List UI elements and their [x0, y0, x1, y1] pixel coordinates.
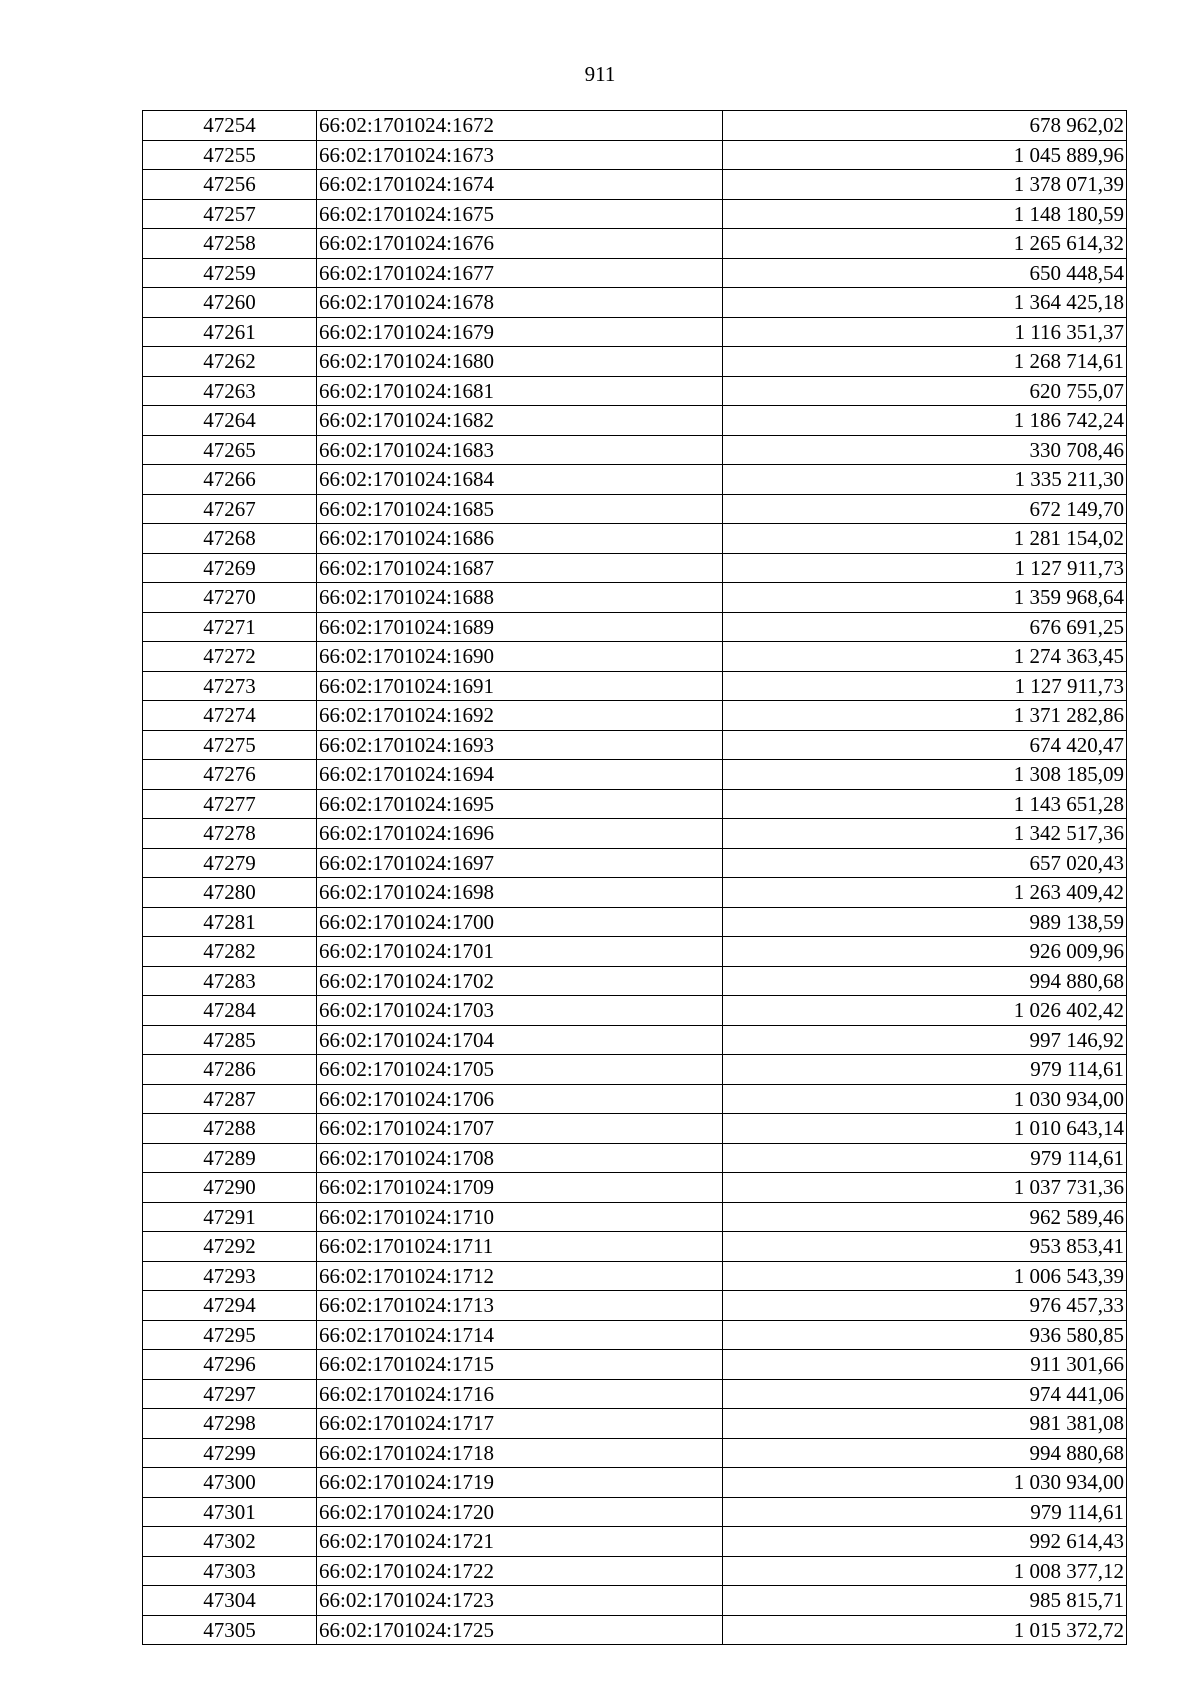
- table-row: [143, 317, 1127, 347]
- cadastral-value-cell: 1 045 889,96: [723, 140, 1127, 170]
- row-number-cell: 47291: [143, 1202, 317, 1232]
- cadastral-number-cell: 66:02:1701024:1721: [317, 1527, 723, 1557]
- cadastral-number-cell: 66:02:1701024:1679: [317, 317, 723, 347]
- row-number-cell: 47287: [143, 1084, 317, 1114]
- cadastral-value-cell: 1 265 614,32: [723, 229, 1127, 259]
- cadastral-value-cell: 911 301,66: [723, 1350, 1127, 1380]
- table-row: [143, 671, 1127, 701]
- row-number-cell: 47262: [143, 347, 317, 377]
- table-row: [143, 1556, 1127, 1586]
- cadastral-number-cell: 66:02:1701024:1713: [317, 1291, 723, 1321]
- table-row: [143, 1261, 1127, 1291]
- cadastral-value-cell: 1 359 968,64: [723, 583, 1127, 613]
- table-row: [143, 730, 1127, 760]
- cadastral-number-cell: 66:02:1701024:1678: [317, 288, 723, 318]
- cadastral-number-cell: 66:02:1701024:1683: [317, 435, 723, 465]
- cadastral-value-cell: 979 114,61: [723, 1497, 1127, 1527]
- row-number-cell: 47278: [143, 819, 317, 849]
- cadastral-value-cell: 1 127 911,73: [723, 671, 1127, 701]
- table-row: [143, 1055, 1127, 1085]
- table-row: [143, 258, 1127, 288]
- row-number-cell: 47254: [143, 111, 317, 141]
- cadastral-value-cell: 1 127 911,73: [723, 553, 1127, 583]
- cadastral-number-cell: 66:02:1701024:1684: [317, 465, 723, 495]
- table-row: [143, 406, 1127, 436]
- cadastral-number-cell: 66:02:1701024:1697: [317, 848, 723, 878]
- table-row: [143, 1114, 1127, 1144]
- row-number-cell: 47286: [143, 1055, 317, 1085]
- cadastral-value-cell: 672 149,70: [723, 494, 1127, 524]
- cadastral-number-cell: 66:02:1701024:1707: [317, 1114, 723, 1144]
- cadastral-number-cell: 66:02:1701024:1716: [317, 1379, 723, 1409]
- cadastral-number-cell: 66:02:1701024:1672: [317, 111, 723, 141]
- table-row: [143, 229, 1127, 259]
- table-row: [143, 1291, 1127, 1321]
- table-row: [143, 612, 1127, 642]
- row-number-cell: 47270: [143, 583, 317, 613]
- table-row: [143, 494, 1127, 524]
- cadastral-value-cell: 1 030 934,00: [723, 1084, 1127, 1114]
- row-number-cell: 47256: [143, 170, 317, 200]
- cadastral-value-cell: 1 015 372,72: [723, 1615, 1127, 1645]
- cadastral-number-cell: 66:02:1701024:1717: [317, 1409, 723, 1439]
- row-number-cell: 47279: [143, 848, 317, 878]
- cadastral-value-cell: 1 010 643,14: [723, 1114, 1127, 1144]
- cadastral-value-cell: 994 880,68: [723, 966, 1127, 996]
- cadastral-number-cell: 66:02:1701024:1709: [317, 1173, 723, 1203]
- row-number-cell: 47284: [143, 996, 317, 1026]
- row-number-cell: 47297: [143, 1379, 317, 1409]
- cadastral-number-cell: 66:02:1701024:1691: [317, 671, 723, 701]
- cadastral-number-cell: 66:02:1701024:1695: [317, 789, 723, 819]
- cadastral-number-cell: 66:02:1701024:1688: [317, 583, 723, 613]
- table-row: [143, 199, 1127, 229]
- table-row: [143, 1615, 1127, 1645]
- table-row: [143, 288, 1127, 318]
- table-row: [143, 1586, 1127, 1616]
- table-row: [143, 1497, 1127, 1527]
- row-number-cell: 47300: [143, 1468, 317, 1498]
- cadastral-value-cell: 985 815,71: [723, 1586, 1127, 1616]
- row-number-cell: 47292: [143, 1232, 317, 1262]
- cadastral-number-cell: 66:02:1701024:1723: [317, 1586, 723, 1616]
- cadastral-number-cell: 66:02:1701024:1725: [317, 1615, 723, 1645]
- cadastral-number-cell: 66:02:1701024:1680: [317, 347, 723, 377]
- cadastral-number-cell: 66:02:1701024:1676: [317, 229, 723, 259]
- table-row: [143, 111, 1127, 141]
- cadastral-value-cell: 962 589,46: [723, 1202, 1127, 1232]
- table-row: [143, 1202, 1127, 1232]
- cadastral-value-cell: 981 381,08: [723, 1409, 1127, 1439]
- cadastral-number-cell: 66:02:1701024:1715: [317, 1350, 723, 1380]
- row-number-cell: 47302: [143, 1527, 317, 1557]
- cadastral-value-cell: 657 020,43: [723, 848, 1127, 878]
- cadastral-number-cell: 66:02:1701024:1694: [317, 760, 723, 790]
- table-row: [143, 789, 1127, 819]
- cadastral-value-cell: 997 146,92: [723, 1025, 1127, 1055]
- row-number-cell: 47271: [143, 612, 317, 642]
- row-number-cell: 47282: [143, 937, 317, 967]
- row-number-cell: 47295: [143, 1320, 317, 1350]
- row-number-cell: 47268: [143, 524, 317, 554]
- cadastral-number-cell: 66:02:1701024:1686: [317, 524, 723, 554]
- row-number-cell: 47276: [143, 760, 317, 790]
- cadastral-value-cell: 1 335 211,30: [723, 465, 1127, 495]
- cadastral-number-cell: 66:02:1701024:1718: [317, 1438, 723, 1468]
- cadastral-value-cell: 1 006 543,39: [723, 1261, 1127, 1291]
- row-number-cell: 47272: [143, 642, 317, 672]
- cadastral-number-cell: 66:02:1701024:1675: [317, 199, 723, 229]
- row-number-cell: 47266: [143, 465, 317, 495]
- table-row: [143, 435, 1127, 465]
- cadastral-value-cell: 1 116 351,37: [723, 317, 1127, 347]
- cadastral-number-cell: 66:02:1701024:1690: [317, 642, 723, 672]
- cadastral-number-cell: 66:02:1701024:1701: [317, 937, 723, 967]
- table-row: [143, 1438, 1127, 1468]
- cadastral-number-cell: 66:02:1701024:1698: [317, 878, 723, 908]
- cadastral-value-cell: 1 364 425,18: [723, 288, 1127, 318]
- cadastral-number-cell: 66:02:1701024:1702: [317, 966, 723, 996]
- cadastral-number-cell: 66:02:1701024:1700: [317, 907, 723, 937]
- table-row: [143, 1025, 1127, 1055]
- table-row: [143, 1350, 1127, 1380]
- row-number-cell: 47258: [143, 229, 317, 259]
- table-body: [143, 111, 1127, 1645]
- cadastral-value-cell: 620 755,07: [723, 376, 1127, 406]
- cadastral-value-cell: 926 009,96: [723, 937, 1127, 967]
- row-number-cell: 47275: [143, 730, 317, 760]
- table-row: [143, 819, 1127, 849]
- cadastral-number-cell: 66:02:1701024:1677: [317, 258, 723, 288]
- cadastral-number-cell: 66:02:1701024:1719: [317, 1468, 723, 1498]
- cadastral-value-cell: 1 308 185,09: [723, 760, 1127, 790]
- cadastral-value-cell: 976 457,33: [723, 1291, 1127, 1321]
- row-number-cell: 47303: [143, 1556, 317, 1586]
- cadastral-value-cell: 1 342 517,36: [723, 819, 1127, 849]
- cadastral-value-cell: 989 138,59: [723, 907, 1127, 937]
- cadastral-value-cell: 1 143 651,28: [723, 789, 1127, 819]
- row-number-cell: 47290: [143, 1173, 317, 1203]
- table-row: [143, 1409, 1127, 1439]
- row-number-cell: 47263: [143, 376, 317, 406]
- cadastral-number-cell: 66:02:1701024:1673: [317, 140, 723, 170]
- row-number-cell: 47293: [143, 1261, 317, 1291]
- cadastral-number-cell: 66:02:1701024:1696: [317, 819, 723, 849]
- cadastral-value-cell: 979 114,61: [723, 1143, 1127, 1173]
- cadastral-number-cell: 66:02:1701024:1722: [317, 1556, 723, 1586]
- cadastral-number-cell: 66:02:1701024:1704: [317, 1025, 723, 1055]
- row-number-cell: 47259: [143, 258, 317, 288]
- table-row: [143, 347, 1127, 377]
- table-row: [143, 642, 1127, 672]
- row-number-cell: 47273: [143, 671, 317, 701]
- row-number-cell: 47285: [143, 1025, 317, 1055]
- cadastral-value-cell: 1 148 180,59: [723, 199, 1127, 229]
- table-row: [143, 170, 1127, 200]
- row-number-cell: 47301: [143, 1497, 317, 1527]
- cadastral-number-cell: 66:02:1701024:1687: [317, 553, 723, 583]
- row-number-cell: 47260: [143, 288, 317, 318]
- table-row: [143, 1527, 1127, 1557]
- table-row: [143, 760, 1127, 790]
- cadastral-number-cell: 66:02:1701024:1682: [317, 406, 723, 436]
- row-number-cell: 47261: [143, 317, 317, 347]
- cadastral-value-cell: 330 708,46: [723, 435, 1127, 465]
- table-row: [143, 553, 1127, 583]
- cadastral-value-cell: 1 281 154,02: [723, 524, 1127, 554]
- page-number: 911: [584, 62, 616, 86]
- table-row: [143, 937, 1127, 967]
- cadastral-number-cell: 66:02:1701024:1693: [317, 730, 723, 760]
- table-row: [143, 701, 1127, 731]
- cadastral-number-cell: 66:02:1701024:1685: [317, 494, 723, 524]
- cadastral-number-cell: 66:02:1701024:1720: [317, 1497, 723, 1527]
- cadastral-value-cell: 936 580,85: [723, 1320, 1127, 1350]
- cadastral-value-cell: 974 441,06: [723, 1379, 1127, 1409]
- cadastral-number-cell: 66:02:1701024:1674: [317, 170, 723, 200]
- cadastral-number-cell: 66:02:1701024:1708: [317, 1143, 723, 1173]
- cadastral-value-cell: 994 880,68: [723, 1438, 1127, 1468]
- row-number-cell: 47265: [143, 435, 317, 465]
- row-number-cell: 47283: [143, 966, 317, 996]
- cadastral-number-cell: 66:02:1701024:1712: [317, 1261, 723, 1291]
- cadastral-value-cell: 992 614,43: [723, 1527, 1127, 1557]
- row-number-cell: 47277: [143, 789, 317, 819]
- row-number-cell: 47269: [143, 553, 317, 583]
- row-number-cell: 47257: [143, 199, 317, 229]
- table-row: [143, 966, 1127, 996]
- cadastral-value-cell: 1 274 363,45: [723, 642, 1127, 672]
- cadastral-value-cell: 676 691,25: [723, 612, 1127, 642]
- cadastral-value-cell: 979 114,61: [723, 1055, 1127, 1085]
- table-row: [143, 1379, 1127, 1409]
- cadastral-number-cell: 66:02:1701024:1714: [317, 1320, 723, 1350]
- table-row: [143, 1173, 1127, 1203]
- cadastral-number-cell: 66:02:1701024:1711: [317, 1232, 723, 1262]
- cadastral-value-cell: 1 371 282,86: [723, 701, 1127, 731]
- cadastral-number-cell: 66:02:1701024:1703: [317, 996, 723, 1026]
- table-row: [143, 907, 1127, 937]
- row-number-cell: 47299: [143, 1438, 317, 1468]
- row-number-cell: 47281: [143, 907, 317, 937]
- table-row: [143, 848, 1127, 878]
- cadastral-value-cell: 650 448,54: [723, 258, 1127, 288]
- cadastral-value-cell: 678 962,02: [723, 111, 1127, 141]
- cadastral-value-cell: 1 026 402,42: [723, 996, 1127, 1026]
- table-row: [143, 1468, 1127, 1498]
- cadastral-number-cell: 66:02:1701024:1706: [317, 1084, 723, 1114]
- cadastral-number-cell: 66:02:1701024:1692: [317, 701, 723, 731]
- row-number-cell: 47288: [143, 1114, 317, 1144]
- cadastral-value-cell: 674 420,47: [723, 730, 1127, 760]
- table-row: [143, 465, 1127, 495]
- cadastral-value-cell: 1 008 377,12: [723, 1556, 1127, 1586]
- cadastral-number-cell: 66:02:1701024:1681: [317, 376, 723, 406]
- table-row: [143, 524, 1127, 554]
- row-number-cell: 47298: [143, 1409, 317, 1439]
- cadastral-number-cell: 66:02:1701024:1705: [317, 1055, 723, 1085]
- cadastral-value-table: [142, 110, 1127, 1645]
- table-row: [143, 878, 1127, 908]
- row-number-cell: 47296: [143, 1350, 317, 1380]
- table-row: [143, 1084, 1127, 1114]
- cadastral-number-cell: 66:02:1701024:1689: [317, 612, 723, 642]
- cadastral-value-cell: 1 186 742,24: [723, 406, 1127, 436]
- row-number-cell: 47267: [143, 494, 317, 524]
- table-row: [143, 140, 1127, 170]
- table-row: [143, 1320, 1127, 1350]
- table-row: [143, 376, 1127, 406]
- table-row: [143, 1232, 1127, 1262]
- cadastral-value-cell: 1 037 731,36: [723, 1173, 1127, 1203]
- row-number-cell: 47264: [143, 406, 317, 436]
- table-row: [143, 1143, 1127, 1173]
- row-number-cell: 47289: [143, 1143, 317, 1173]
- table-row: [143, 583, 1127, 613]
- row-number-cell: 47255: [143, 140, 317, 170]
- row-number-cell: 47294: [143, 1291, 317, 1321]
- row-number-cell: 47304: [143, 1586, 317, 1616]
- row-number-cell: 47305: [143, 1615, 317, 1645]
- cadastral-value-cell: 953 853,41: [723, 1232, 1127, 1262]
- table-row: [143, 996, 1127, 1026]
- row-number-cell: 47274: [143, 701, 317, 731]
- cadastral-value-cell: 1 030 934,00: [723, 1468, 1127, 1498]
- cadastral-value-cell: 1 263 409,42: [723, 878, 1127, 908]
- cadastral-number-cell: 66:02:1701024:1710: [317, 1202, 723, 1232]
- cadastral-value-cell: 1 268 714,61: [723, 347, 1127, 377]
- row-number-cell: 47280: [143, 878, 317, 908]
- cadastral-value-cell: 1 378 071,39: [723, 170, 1127, 200]
